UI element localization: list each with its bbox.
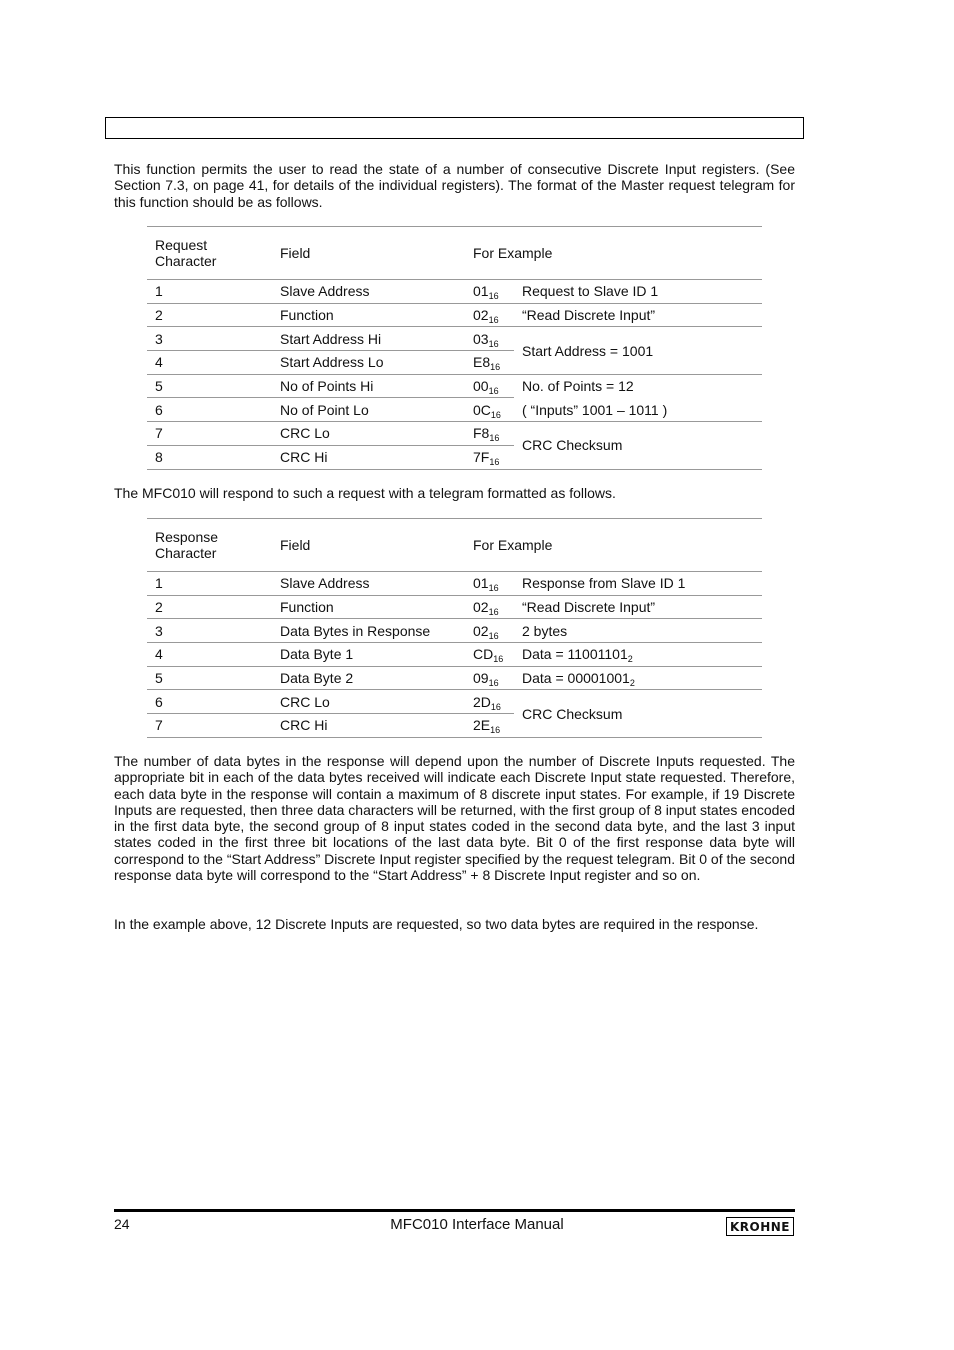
- table-row: [147, 303, 762, 327]
- document-title: MFC010 Interface Manual: [390, 1216, 564, 1233]
- row-hex: $02_{16}$: [465, 303, 514, 327]
- row-hex: $00_{16}$: [465, 374, 514, 398]
- row-field: Function: [272, 303, 465, 327]
- table-row: [147, 690, 762, 714]
- row-hex: $CD_{16}$: [465, 643, 514, 667]
- row-hex: $01_{16}$: [465, 572, 514, 596]
- row-note: Data = $11001101_2$: [514, 643, 762, 667]
- row-field: CRC Hi: [272, 714, 465, 738]
- header-box: [105, 117, 804, 139]
- row-char: 6: [147, 690, 272, 714]
- header-example: For Example: [465, 519, 762, 572]
- row-char: 1: [147, 572, 272, 596]
- row-field: Data Byte 2: [272, 666, 465, 690]
- logo-text: KROHNE: [729, 1219, 791, 1234]
- row-hex: $2E_{16}$: [465, 714, 514, 738]
- row-char: 1: [147, 280, 272, 304]
- row-char: 3: [147, 327, 272, 351]
- row-char: 8: [147, 445, 272, 469]
- row-char: 3: [147, 619, 272, 643]
- table-row: [147, 572, 762, 596]
- footer-rule: [114, 1209, 795, 1212]
- explanation-paragraph: The number of data bytes in the response will depend upon the number of Discrete Inputs requested. The appropriate bit in each of the data bytes received will indicate each Discrete Input state requested. Therefore, each data byte in the response will contain a maximum of 8 discrete input states. For example, if 19 Discrete Inputs are requested, then three data characters will be returned, with the first group of 8 input states encoded in the first data byte, the second group of 8 input states coded in the second data byte, and the last 3 input states coded in the first three bit locations of the last data byte. Bit 0 of the first response data byte will correspond to the “Start Address” Discrete Input register specified by the request telegram. Bit 0 of the second response data byte will correspond to the “Start Address” + 8 Discrete Input register and so on.: [114, 753, 795, 884]
- header-field: Field: [272, 519, 465, 572]
- row-note: Data = $00001001_2$: [514, 666, 762, 690]
- table-row: [147, 666, 762, 690]
- row-note: Request to Slave ID 1: [514, 280, 762, 304]
- row-note: CRC Checksum: [514, 690, 762, 737]
- header-example: For Example: [465, 227, 762, 280]
- table-row: [147, 327, 762, 351]
- row-char: 4: [147, 351, 272, 375]
- row-hex: $02_{16}$: [465, 619, 514, 643]
- table-row: [147, 619, 762, 643]
- table-row: [147, 595, 762, 619]
- header-character: Request Character: [147, 227, 272, 280]
- row-char: 2: [147, 303, 272, 327]
- row-char: 2: [147, 595, 272, 619]
- respond-paragraph: The MFC010 will respond to such a request with a telegram formatted as follows.: [114, 485, 616, 501]
- row-char: 7: [147, 714, 272, 738]
- header-field: Field: [272, 227, 465, 280]
- row-field: CRC Hi: [272, 445, 465, 469]
- row-note: CRC Checksum: [514, 422, 762, 469]
- page-number: 24: [114, 1216, 130, 1232]
- row-hex: $2D_{16}$: [465, 690, 514, 714]
- row-hex: $02_{16}$: [465, 595, 514, 619]
- row-field: CRC Lo: [272, 422, 465, 446]
- row-hex: $7F_{16}$: [465, 445, 514, 469]
- table-row: [147, 422, 762, 446]
- row-note: ( “Inputs” 1001 – 1011 ): [514, 398, 762, 422]
- row-field: Data Bytes in Response: [272, 619, 465, 643]
- row-field: Slave Address: [272, 572, 465, 596]
- row-hex: $01_{16}$: [465, 280, 514, 304]
- row-field: Slave Address: [272, 280, 465, 304]
- example-paragraph: In the example above, 12 Discrete Inputs are requested, so two data bytes are required in the response.: [114, 916, 759, 932]
- row-note: “Read Discrete Input”: [514, 595, 762, 619]
- table-row: [147, 374, 762, 398]
- table-row: [147, 398, 762, 422]
- row-field: No of Points Hi: [272, 374, 465, 398]
- table-header-row: [147, 227, 762, 280]
- krohne-logo: [726, 1217, 794, 1236]
- row-note: 2 bytes: [514, 619, 762, 643]
- row-hex: $0C_{16}$: [465, 398, 514, 422]
- table-row: [147, 280, 762, 304]
- response-table: [147, 518, 762, 738]
- row-char: 7: [147, 422, 272, 446]
- row-field: No of Point Lo: [272, 398, 465, 422]
- row-note: Start Address = 1001: [514, 327, 762, 374]
- intro-paragraph: This function permits the user to read the state of a number of consecutive Discrete Input registers. (See Section 7.3, on page 41, for details of the individual registers). The format of the Master request telegram for this function should be as follows.: [114, 161, 795, 210]
- row-note: No. of Points = 12: [522, 378, 634, 395]
- row-hex: $F8_{16}$: [465, 422, 514, 446]
- row-field: CRC Lo: [272, 690, 465, 714]
- table-header-row: [147, 519, 762, 572]
- row-note: “Read Discrete Input”: [514, 303, 762, 327]
- table-row: [147, 643, 762, 667]
- row-hex: $09_{16}$: [465, 666, 514, 690]
- row-note: Response from Slave ID 1: [514, 572, 762, 596]
- header-character: Response Character: [147, 519, 272, 572]
- row-char: 5: [147, 374, 272, 398]
- row-char: 6: [147, 398, 272, 422]
- request-table: [147, 226, 762, 470]
- row-hex: $03_{16}$: [465, 327, 514, 351]
- row-char: 4: [147, 643, 272, 667]
- row-field: Function: [272, 595, 465, 619]
- row-field: Start Address Lo: [272, 351, 465, 375]
- row-field: Start Address Hi: [272, 327, 465, 351]
- row-char: 5: [147, 666, 272, 690]
- row-hex: $E8_{16}$: [465, 351, 514, 375]
- row-field: Data Byte 1: [272, 643, 465, 667]
